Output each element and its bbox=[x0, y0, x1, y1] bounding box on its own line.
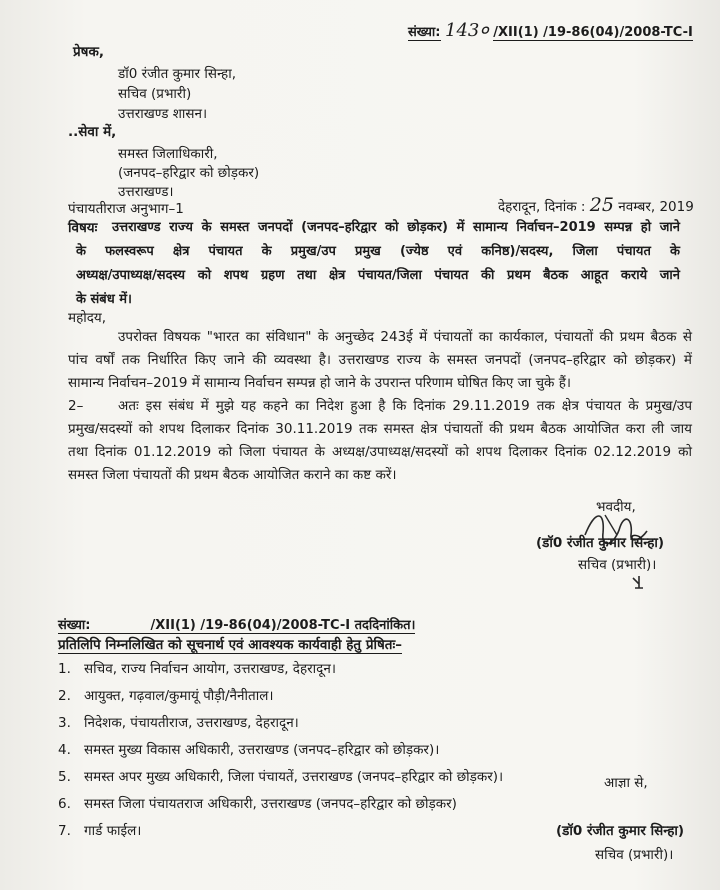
recipient-line3: उत्तराखण्ड। bbox=[118, 184, 174, 200]
list-item-text: समस्त मुख्य विकास अधिकारी, उत्तराखण्ड (जनपद–हरिद्वार को छोड़कर)। bbox=[84, 742, 440, 758]
list-item bbox=[58, 713, 299, 731]
paragraph-line: पांच वर्षों तक निर्धारित किए जाने की व्यवस्था है। उत्तराखण्ड राज्य के समस्त जनपदों (जनपद–हरिद्वार को छोड़कर) में bbox=[68, 352, 692, 368]
signature-tick bbox=[629, 572, 649, 592]
paragraph-line: प्रमुख/सदस्यों को शपथ दिलाकर दिनांक 30.11.2019 तक समस्त क्षेत्र पंचायतों की प्रथम बैठक आयोजित करा ली जाय bbox=[68, 421, 692, 437]
section-name: पंचायतीराज अनुभाग–1 bbox=[68, 201, 184, 217]
list-item-text: गार्ड फाईल। bbox=[84, 823, 142, 839]
reference-handwritten-number: 143० bbox=[445, 20, 489, 41]
copy-reference bbox=[58, 615, 415, 633]
subject-line: के फलस्वरूप क्षेत्र पंचायत के प्रमुख/उप प्रमुख (ज्येष्ठ एवं कनिष्ठ)/सदस्य, जिला पंचायत के bbox=[76, 244, 680, 259]
list-item bbox=[58, 794, 457, 812]
signatory-name: (डॉ0 रंजीत कुमार सिन्हा) bbox=[536, 535, 665, 551]
copy-reference-label: संख्या: bbox=[58, 618, 151, 634]
list-item-number: 5. bbox=[58, 769, 71, 785]
paragraph-line: तथा दिनांक 01.12.2019 को जिला पंचायत के अध्यक्ष/उपाध्यक्ष/सदस्यों को शपथ दिलाकर दिनांक 02.12.2019 को bbox=[68, 444, 692, 460]
list-item-number: 7. bbox=[58, 823, 71, 839]
copy-reference-code: /XII(1) /19-86(04)/2008-TC-I तददिनांकित। bbox=[150, 618, 416, 633]
recipient-line2: (जनपद–हरिद्वार को छोड़कर) bbox=[118, 165, 260, 181]
sender-name: डॉ0 रंजीत कुमार सिन्हा, bbox=[118, 66, 236, 82]
list-item bbox=[58, 740, 439, 758]
list-item bbox=[58, 659, 336, 677]
list-item bbox=[58, 686, 273, 704]
closing: भवदीय, bbox=[596, 499, 636, 515]
list-item-number: 1. bbox=[58, 661, 71, 677]
paragraph-2-number: 2– bbox=[68, 398, 84, 414]
list-item-number: 3. bbox=[58, 715, 71, 731]
list-item-text: आयुक्त, गढ़वाल/कुमायूं पौड़ी/नैनीताल। bbox=[84, 688, 274, 704]
list-item-text: समस्त अपर मुख्य अधिकारी, जिला पंचायतें, उत्तराखण्ड (जनपद–हरिद्वार को छोड़कर)। bbox=[84, 769, 504, 785]
signatory-designation-2: सचिव (प्रभारी)। bbox=[595, 847, 674, 863]
sender-heading: प्रेषक, bbox=[73, 44, 104, 60]
list-item-number: 6. bbox=[58, 796, 71, 812]
signatory-designation: सचिव (प्रभारी)। bbox=[578, 557, 657, 573]
paragraph-1 bbox=[68, 326, 692, 395]
paragraph-2 bbox=[68, 395, 692, 487]
list-item-number: 2. bbox=[58, 688, 71, 704]
sender-office: उत्तराखण्ड शासन। bbox=[118, 106, 208, 122]
subject-line: के संबंध में। bbox=[76, 292, 132, 307]
list-item bbox=[58, 767, 503, 785]
list-item bbox=[58, 821, 141, 839]
date-suffix: नवम्बर, 2019 bbox=[618, 199, 694, 215]
paragraph-line: अतः इस संबंध में मुझे यह कहने का निदेश हुआ है कि दिनांक 29.11.2019 तक क्षेत्र पंचायत के प्रमुख/उप bbox=[118, 398, 692, 414]
list-item-number: 4. bbox=[58, 742, 71, 758]
subject-line: उत्तराखण्ड राज्य के समस्त जनपदों (जनपद–हरिद्वार को छोड़कर) में सामान्य निर्वाचन–2019 सम्पन्न हो जाने bbox=[112, 220, 680, 235]
place-date bbox=[498, 194, 694, 216]
list-item-text: निदेशक, पंचायतीराज, उत्तराखण्ड, देहरादून। bbox=[84, 715, 299, 731]
paragraph-line: सामान्य निर्वाचन–2019 में सामान्य निर्वाचन सम्पन्न हो जाने के उपरान्त परिणाम घोषित किए जा चुके हैं। bbox=[68, 375, 571, 391]
date-prefix: देहरादून, दिनांक : bbox=[498, 199, 586, 215]
reference-code: /XII(1) /19-86(04)/2008-TC-I bbox=[493, 25, 693, 40]
subject-label: विषयः bbox=[68, 220, 98, 236]
signatory-name-2: (डॉ0 रंजीत कुमार सिन्हा) bbox=[556, 823, 685, 839]
reference-label: संख्या: bbox=[408, 25, 441, 40]
reference-number bbox=[408, 18, 693, 42]
list-item-text: सचिव, राज्य निर्वाचन आयोग, उत्तराखण्ड, देहरादून। bbox=[84, 661, 336, 677]
date-day-handwritten: 25 bbox=[589, 194, 614, 216]
salutation: महोदय, bbox=[68, 310, 107, 326]
paragraph-line: उपरोक्त विषयक "भारत का संविधान" के अनुच्छेद 243ई में पंचायतों का कार्यकाल, पंचायतों की प्रथम बैठक से bbox=[118, 329, 692, 345]
list-item-text: समस्त जिला पंचायतराज अधिकारी, उत्तराखण्ड (जनपद–हरिद्वार को छोड़कर) bbox=[84, 796, 457, 812]
subject-line: अध्यक्ष/उपाध्यक्ष/सदस्य को शपथ ग्रहण तथा क्षेत्र पंचायत/जिला पंचायत की प्रथम बैठक आहूत कराये जाने bbox=[76, 268, 680, 283]
by-order: आज्ञा से, bbox=[604, 775, 648, 791]
copy-heading: प्रतिलिपि निम्नलिखित को सूचनार्थ एवं आवश्यक कार्यवाही हेतु प्रेषितः– bbox=[58, 637, 402, 653]
recipient-heading: ..सेवा में, bbox=[68, 124, 117, 140]
recipient-line1: समस्त जिलाधिकारी, bbox=[118, 146, 218, 162]
paragraph-line: समस्त जिला पंचायतों की प्रथम बैठक आयोजित कराने का कष्ट करें। bbox=[68, 467, 397, 483]
sender-designation: सचिव (प्रभारी) bbox=[118, 86, 192, 102]
